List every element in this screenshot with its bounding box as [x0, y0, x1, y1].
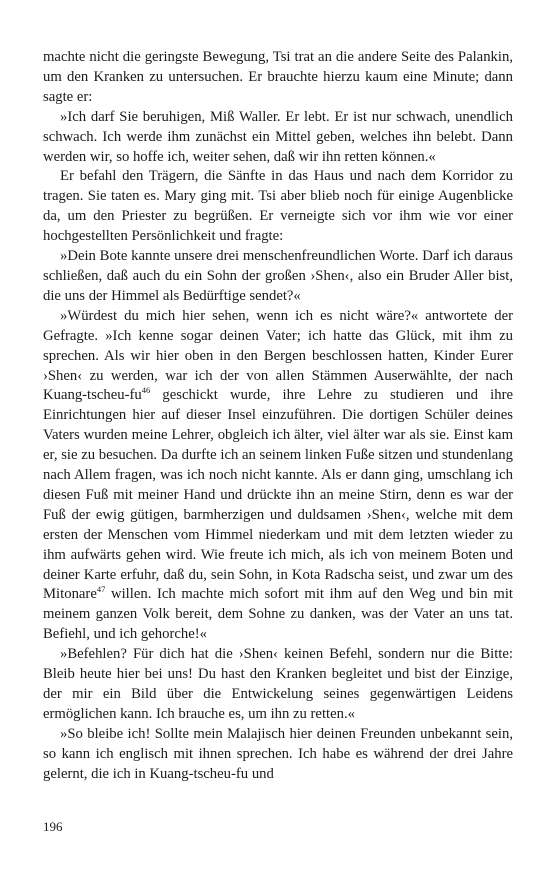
paragraph-text: »Befehlen? Für dich hat die ›Shen‹ keinen Befehl, sondern nur die Bitte: Bleib heute hier bei uns! Du hast den Kranken begleitet und bist der Einzige, der mir ein Bild über die Entwickelung seines gegenwärtigen Leidens ermöglichen kann. Ich brauche es, um ihn zu retten.«: [43, 646, 513, 722]
paragraph: [43, 725, 513, 785]
footnote-marker: 46: [141, 385, 151, 396]
paragraph-text: »Ich darf Sie beruhigen, Miß Waller. Er lebt. Er ist nur schwach, unendlich schwach. Ich werde ihm zunächst ein Mittel geben, welches ihn belebt. Dann werden wir, so hoffe ich, weiter sehen, daß wir ihn retten können.«: [43, 108, 513, 165]
page-number: 196: [43, 819, 63, 834]
paragraph: [43, 247, 513, 307]
paragraph-text: geschickt wurde, ihre Lehre zu studieren und ihre Einrichtungen hier auf dieser Insel einzuführen. Die dortigen Schüler deines Vaters wurden meine Lehrer, obgleich ich älter, viel älter war als sie. Einst kam er, sie zu besuchen. Da durfte ich an seinem linken Fuße sitzen und stundenlang nach Allem fragen, was ich noch nicht kannte. Als er dann ging, umschlang ich diesen Fuß mit meiner Hand und drückte ihn an meine Stirn, denn es war der Fuß der ewig gütigen, barmherzigen und duldsamen ›Shen‹, welche mit dem ersten der Menschen vom Himmel niederkam und mit dem letzten wieder zu ihm aufwärts gehen wird. Wie freute ich mich, als ich von meinem Boten und deiner Karte erfuhr, daß du, sein Sohn, in Kota Radscha seist, und zwar um des Mitonare: [43, 387, 513, 603]
page-body: [43, 48, 513, 785]
paragraph-text: willen. Ich machte mich sofort mit ihm auf den Weg und bin mit meinem ganzen Volk bereit, dem Sohne zu danken, was der Vater an uns tat. Befiehl, und ich gehorche!«: [43, 586, 513, 643]
paragraph: [43, 108, 513, 168]
paragraph: [43, 645, 513, 725]
paragraph-text: machte nicht die geringste Bewegung, Tsi trat an die andere Seite des Palankin, um den Kranken zu untersuchen. Er brauchte hierzu kaum eine Minute; dann sagte er:: [43, 49, 513, 105]
paragraph: [43, 307, 513, 645]
paragraph: [43, 48, 513, 108]
paragraph-text: Er befahl den Trägern, die Sänfte in das Haus und nach dem Korridor zu tragen. Sie taten es. Mary ging mit. Tsi aber blieb noch für einige Augenblicke da, um den Priester zu begrüßen. Er verneigte sich vor ihm wie vor einer hochgestellten Persönlichkeit und fragte:: [43, 168, 513, 245]
paragraph-text: »Würdest du mich hier sehen, wenn ich es nicht wäre?« antwortete der Gefragte. »Ich kenne sogar deinen Vater; ich hatte das Glück, mit ihm zu sprechen. Als wir hier oben in den Bergen beschlossen hatten, Kinder Eurer ›Shen‹ zu werden, war ich der von allen Stämmen Auserwählte, der nach Kuang-tscheu-fu: [43, 307, 513, 404]
footnote-marker: 47: [96, 584, 106, 595]
paragraph: [43, 167, 513, 247]
paragraph-text: »Dein Bote kannte unsere drei menschenfreundlichen Worte. Darf ich daraus schließen, daß auch du ein Sohn der großen ›Shen‹, also ein Bruder Aller bist, die uns der Himmel als Bedürftige sendet?«: [43, 248, 513, 304]
paragraph-text: »So bleibe ich! Sollte mein Malajisch hier deinen Freunden unbekannt sein, so kann ich englisch mit ihnen sprechen. Ich habe es während der drei Jahre gelernt, die ich in Kuang-tscheu-fu und: [43, 725, 513, 782]
